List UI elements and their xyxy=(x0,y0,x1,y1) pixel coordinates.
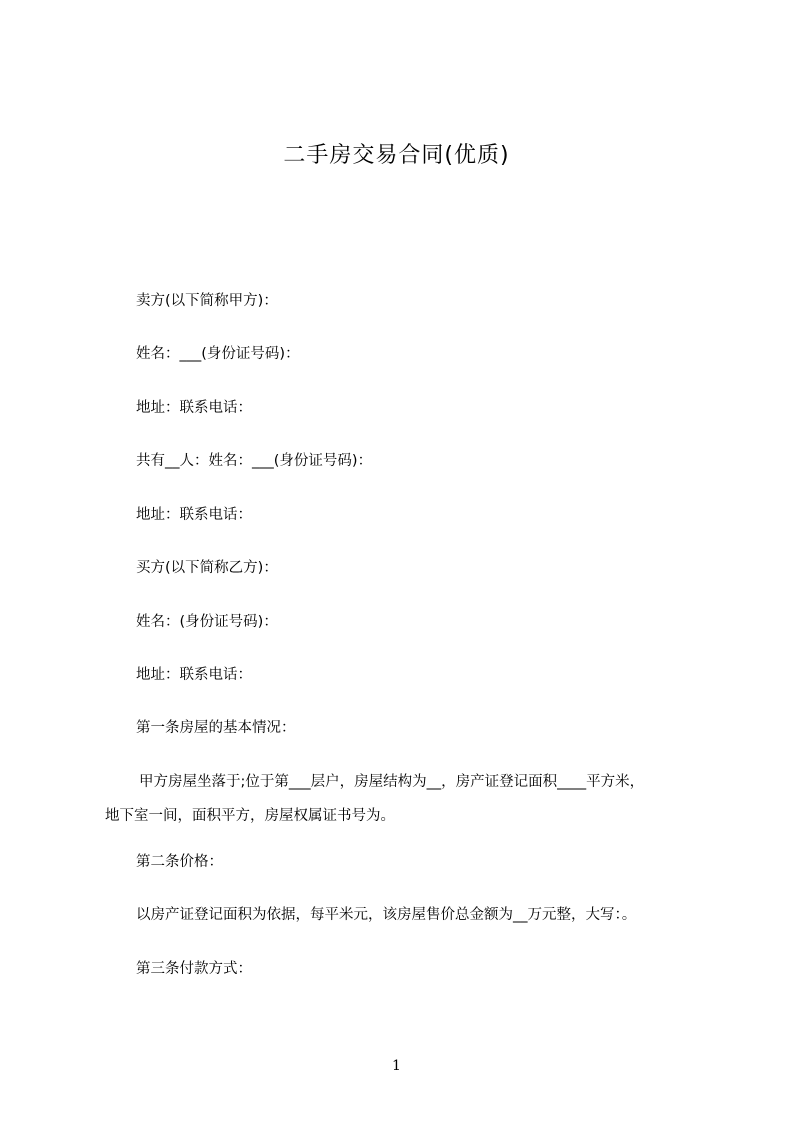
article-1-heading: 第一条房屋的基本情况： xyxy=(136,720,296,736)
article-2-heading: 第二条价格： xyxy=(136,854,223,870)
price-text: 以房产证登记面积为依据，每平米元，该房屋售价总金额为__万元整，大写：。 xyxy=(136,907,637,923)
seller-name-line: 姓名：___(身份证号码)： xyxy=(136,346,300,362)
article-3-heading: 第三条付款方式： xyxy=(136,961,252,977)
property-description-line-2: 地下室一间，面积平方，房屋权属证书号为。 xyxy=(105,808,395,824)
property-description-line-1: 甲方房屋坐落于;位于第___层户，房屋结构为__，房产证登记面积____平方米， xyxy=(139,774,645,790)
buyer-heading: 买方(以下简称乙方)： xyxy=(136,560,278,576)
co-owner-address-line: 地址：联系电话： xyxy=(136,507,252,523)
property-description xyxy=(105,765,705,833)
seller-address-line: 地址：联系电话： xyxy=(136,400,252,416)
co-owner-line: 共有__人：姓名：___(身份证号码)： xyxy=(136,453,373,469)
document-title: 二手房交易合同(优质) xyxy=(283,143,510,168)
page-number: 1 xyxy=(392,1058,401,1074)
buyer-address-line: 地址：联系电话： xyxy=(136,667,252,683)
buyer-name-line: 姓名：(身份证号码)： xyxy=(136,614,278,630)
seller-heading: 卖方(以下简称甲方)： xyxy=(136,293,278,309)
